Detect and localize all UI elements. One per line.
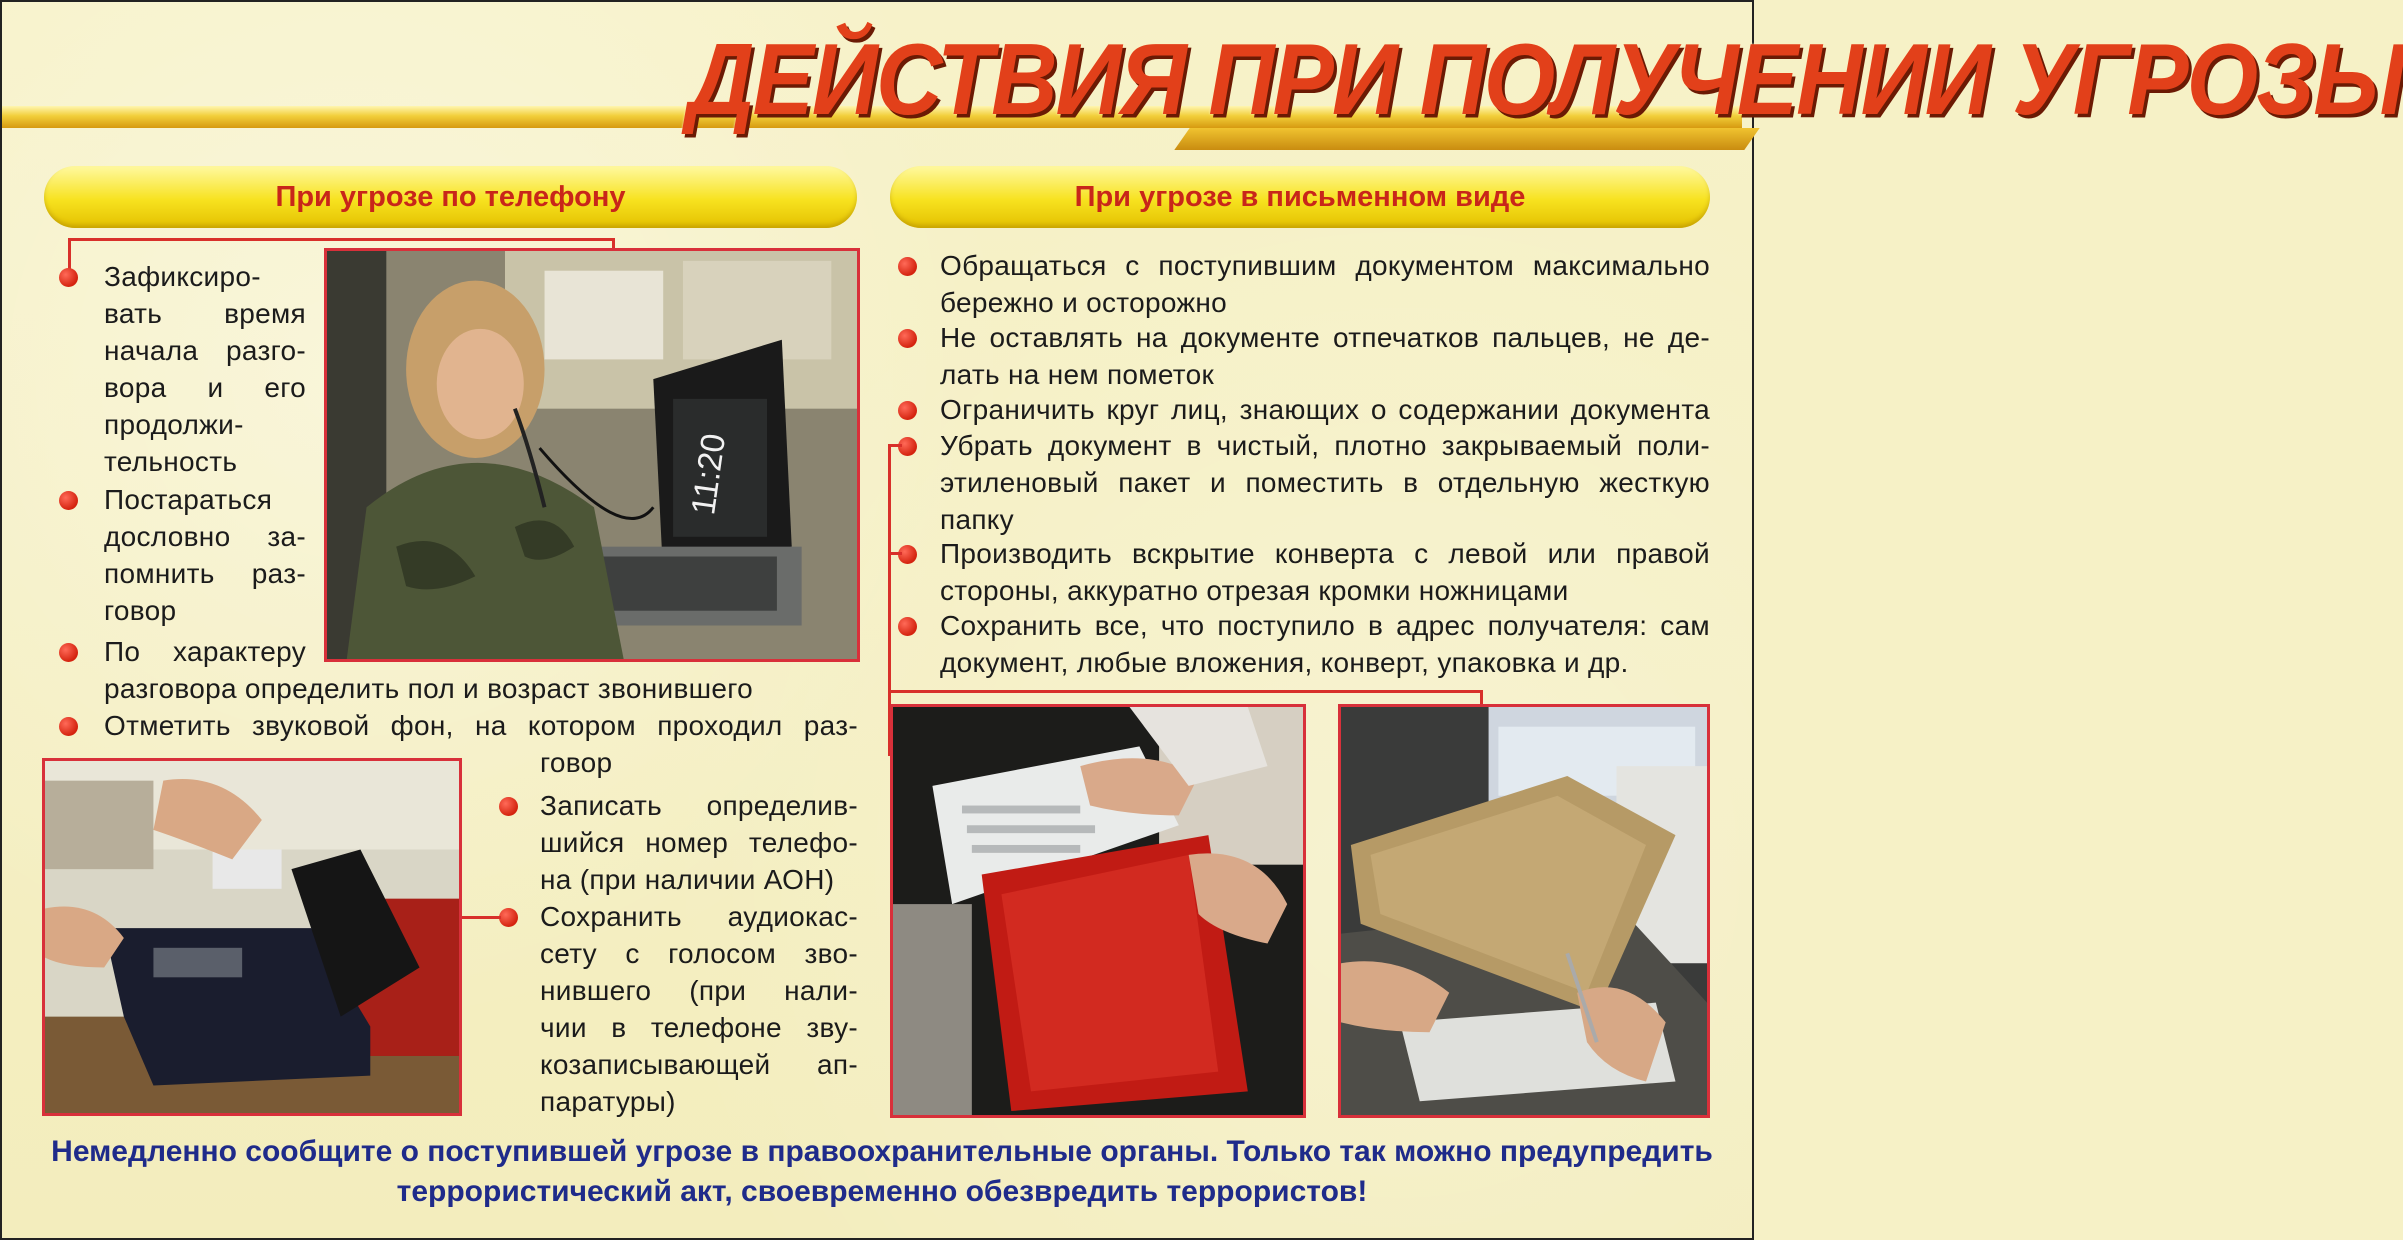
bullet-icon: [59, 491, 78, 510]
photo-phone-operator: [324, 248, 860, 662]
bullet-icon: [59, 717, 78, 736]
bullet-icon: [59, 643, 78, 662]
connector-line: [461, 916, 501, 919]
phone-item-5: Записать определив- шийся номер телефо- на (при наличии АОН): [540, 790, 858, 895]
phone-item-6: Сохранить аудиокас- сету с голосом зво- нившего (при нали- чии в телефоне зву- козаписывающей ап- паратуры): [540, 901, 858, 1117]
connector-line: [888, 552, 902, 555]
phone-item-2: Постараться дословно за- помнить раз- говор: [104, 484, 306, 626]
written-item-2: Не оставлять на документе отпечатков пальцев, не де- лать на нем пометок: [940, 322, 1710, 390]
bullet-icon: [59, 268, 78, 287]
photo-fax-cassette: [42, 758, 462, 1116]
photo-clock-text: 11:20: [685, 431, 734, 518]
section-heading-phone: При угрозе по телефону: [44, 166, 857, 228]
written-item-4: Убрать документ в чистый, плотно закрываемый поли- этиленовый пакет и поместить в отдельную жесткую папку: [940, 430, 1710, 535]
photo-document-folder-image: [893, 707, 1303, 1115]
written-item-3: Ограничить круг лиц, знающих о содержании документа: [940, 394, 1710, 425]
phone-item-4-cont: говор: [540, 747, 613, 778]
bullet-icon: [898, 401, 917, 420]
page-title: ДЕЙСТВИЯ ПРИ ПОЛУЧЕНИИ УГРОЗЫ: [688, 23, 2403, 137]
bullet-icon: [499, 797, 518, 816]
section-heading-written: При угрозе в письменном виде: [890, 166, 1710, 228]
phone-item-3: По характеру разговора определить пол и возраст звонившего: [104, 636, 754, 704]
written-item-5: Производить вскрытие конверта с левой или правой стороны, аккуратно отрезая кромки ножницами: [940, 538, 1710, 606]
photo-envelope: [1338, 704, 1710, 1118]
connector-line: [68, 238, 614, 241]
photo-phone-operator-image: [327, 251, 857, 659]
footer-warning: Немедленно сообщите о поступившей угрозе в правоохранительные органы. Только так можно предупредить террористический акт, своевременно обезвредить террористов!: [51, 1135, 1713, 1208]
connector-line: [1480, 690, 1483, 704]
bullet-icon: [898, 617, 917, 636]
connector-line: [888, 690, 1482, 693]
bullet-icon: [898, 257, 917, 276]
phone-item-4: Отметить звуковой фон, на котором проходил раз-: [104, 710, 858, 741]
photo-document-folder: [890, 704, 1306, 1118]
bullet-icon: [499, 908, 518, 927]
written-item-1: Обращаться с поступившим документом максимально бережно и осторожно: [940, 250, 1710, 318]
written-item-6: Сохранить все, что поступило в адрес получателя: сам документ, любые вложения, конверт, упаковка и др.: [940, 610, 1710, 678]
bullet-icon: [898, 329, 917, 348]
photo-envelope-image: [1341, 707, 1707, 1115]
photo-fax-cassette-image: [45, 761, 459, 1113]
phone-item-1: Зафиксиро- вать время начала разго- вора и его продолжи- тельность: [104, 261, 306, 477]
